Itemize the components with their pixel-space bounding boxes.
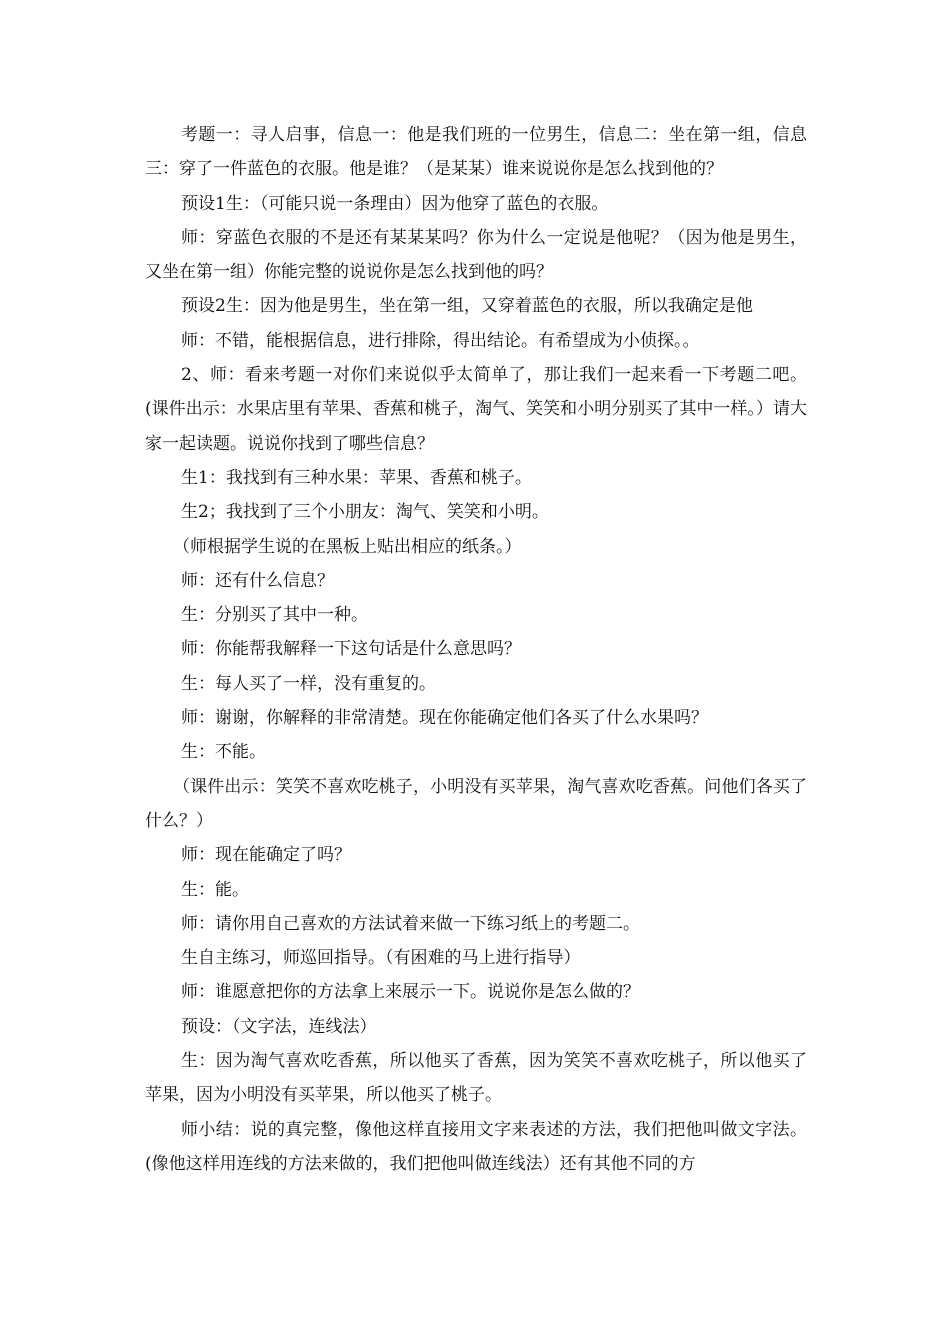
paragraph-student-two: 生2；我找到了三个小朋友：淘气、笑笑和小明。 [181,502,549,523]
paragraph-preset-two: 预设2生：因为他是男生，坐在第一组，又穿着蓝色的衣服，所以我确定是他 [181,296,753,317]
paragraph-self-practice: 生自主练习，师巡回指导。（有困难的马上进行指导） [181,948,581,969]
paragraph-student-answer: 生：因为淘气喜欢吃香蕉，所以他买了香蕉，因为笑笑不喜欢吃桃子，所以他买了苹果，因为小明没有买苹果，所以他买了桃子。 [145,1051,807,1106]
document-body [145,118,807,1181]
paragraph-teacher-more-info: 师：还有什么信息？ [181,570,334,591]
paragraph-student-can: 生：能。 [181,879,249,900]
paragraph-student-each-one: 生：分别买了其中一种。 [181,605,368,626]
paragraph-teacher-thanks: 师：谢谢，你解释的非常清楚。现在你能确定他们各买了什么水果吗？ [181,708,708,729]
paragraph-teacher-note: （师根据学生说的在黑板上贴出相应的纸条。） [173,536,522,557]
paragraph-student-no-repeat: 生：每人买了一样，没有重复的。 [181,673,436,694]
paragraph-preset-methods: 预设：（文字法，连线法） [181,1016,377,1037]
paragraph-exam-question-two: 2、师：看来考题一对你们来说似乎太简单了，那让我们一起来看一下考题二吧。(课件出示：水果店里有苹果、香蕉和桃子，淘气、笑笑和小明分别买了其中一样。）请大家一起读题。说说你找到了哪些信息？ [145,365,807,454]
paragraph-exam-question-one: 考题一：寻人启事，信息一：他是我们班的一位男生，信息二：坐在第一组，信息三：穿了一件蓝色的衣服。他是谁？（是某某）谁来说说你是怎么找到他的？ [145,125,807,180]
paragraph-teacher-show: 师：谁愿意把你的方法拿上来展示一下。说说你是怎么做的？ [181,982,640,1003]
paragraph-preset-one: 预设1生：（可能只说一条理由）因为他穿了蓝色的衣服。 [181,193,609,214]
paragraph-teacher-practice: 师：请你用自己喜欢的方法试着来做一下练习纸上的考题二。 [181,913,640,934]
paragraph-teacher-summary: 师小结：说的真完整，像他这样直接用文字来表述的方法，我们把他叫做文字法。(像他这样用连线的方法来做的，我们把他叫做连线法）还有其他不同的方 [145,1119,807,1174]
paragraph-teacher-confirm: 师：现在能确定了吗？ [181,845,351,866]
paragraph-teacher-question: 师：穿蓝色衣服的不是还有某某某吗？你为什么一定说是他呢？（因为他是男生，又坐在第一组）你能完整的说说你是怎么找到他的吗？ [145,227,807,283]
paragraph-student-cannot: 生：不能。 [181,742,266,763]
paragraph-teacher-explain: 师：你能帮我解释一下这句话是什么意思吗？ [181,639,521,660]
paragraph-teacher-praise: 师：不错，能根据信息，进行排除，得出结论。有希望成为小侦探。。 [181,330,700,351]
paragraph-courseware-clues: （课件出示：笑笑不喜欢吃桃子，小明没有买苹果，淘气喜欢吃香蕉。问他们各买了什么？） [145,776,807,831]
paragraph-student-one: 生1：我找到有三种水果：苹果、香蕉和桃子。 [181,467,532,488]
